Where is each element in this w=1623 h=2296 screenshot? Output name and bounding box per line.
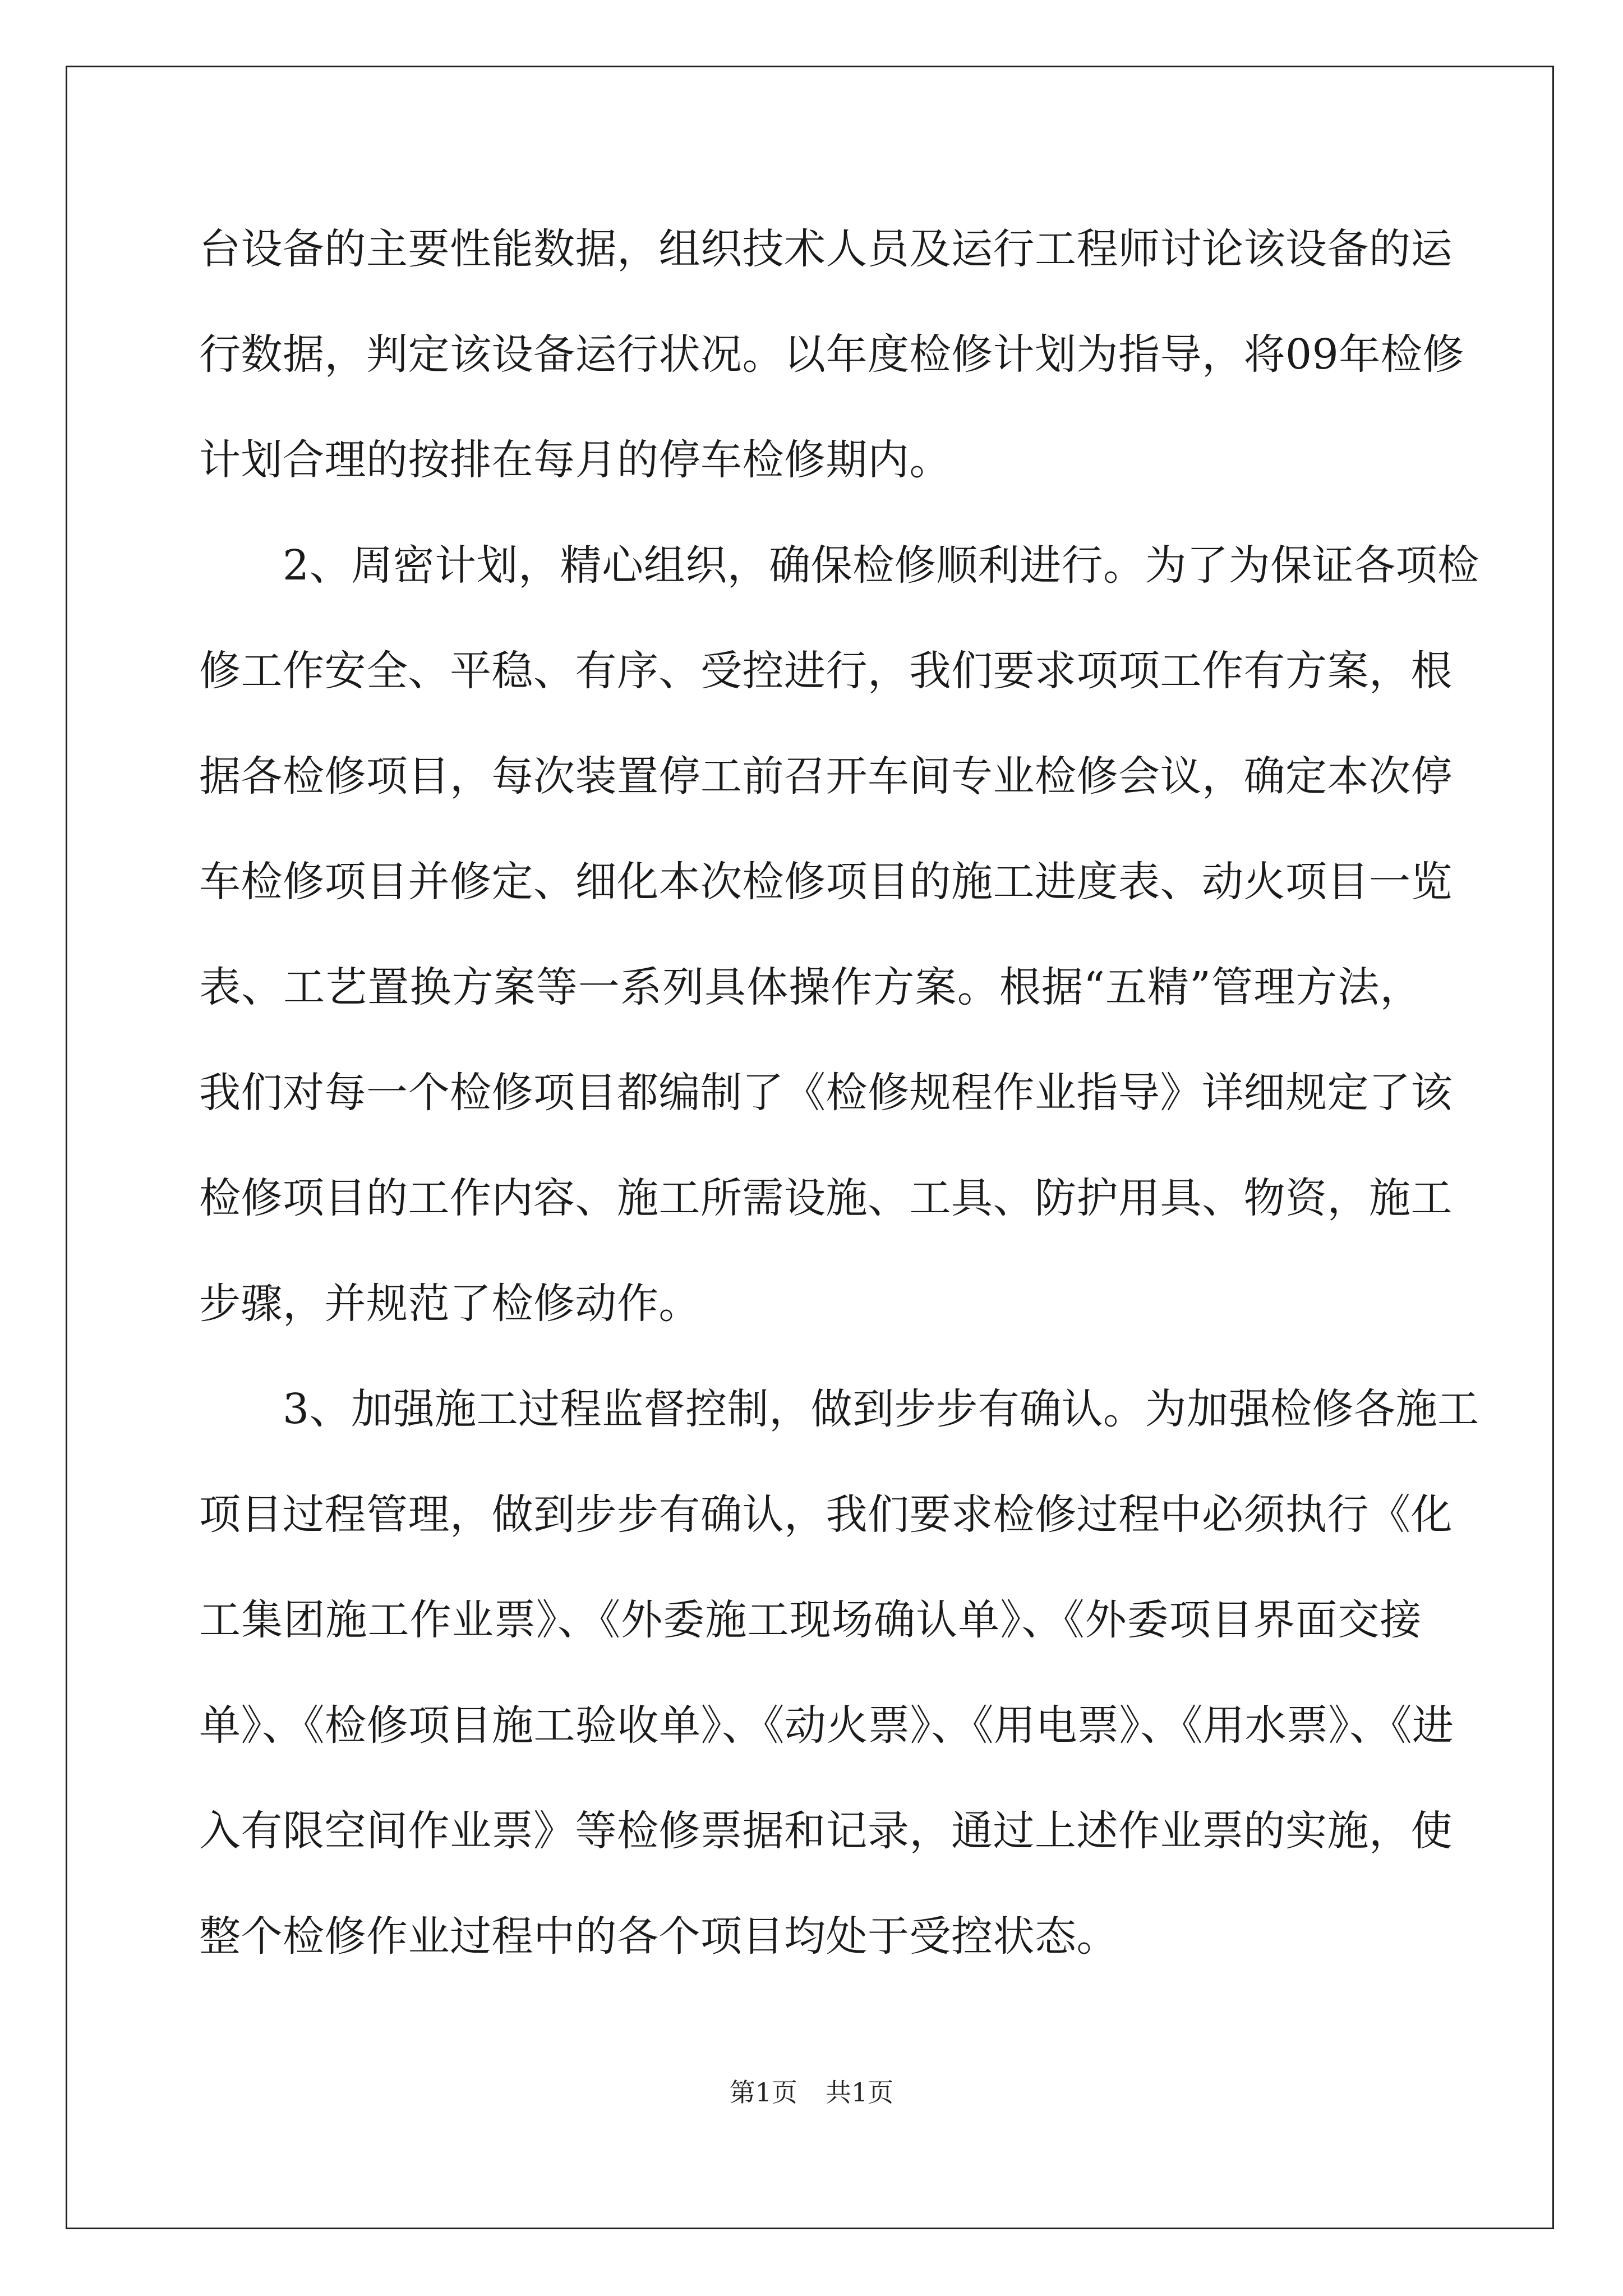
text-line: 表、工艺置换方案等一系列具体操作方案。根据“五精”管理方法，	[199, 963, 1422, 1011]
text-line: 步骤，并规范了检修动作。	[199, 1280, 700, 1328]
text-line: 入有限空间作业票》等检修票据和记录，通过上述作业票的实施，使	[199, 1807, 1453, 1855]
paragraph	[199, 196, 1464, 513]
text-line: 计划合理的按排在每月的停车检修期内。	[199, 436, 951, 484]
text-line: 项目过程管理，做到步步有确认，我们要求检修过程中必须执行《化	[199, 1490, 1453, 1539]
page-total: 共1页	[826, 2077, 894, 2108]
text-line: 整个检修作业过程中的各个项目均处于受控状态。	[199, 1912, 1118, 1961]
text-line: 工集团施工作业票》、《外委施工现场确认单》、《外委项目界面交接	[199, 1596, 1422, 1644]
text-line: 据各检修项目，每次装置停工前召开车间专业检修会议，确定本次停	[199, 752, 1453, 800]
paragraph	[199, 1356, 1479, 1989]
document-body	[199, 196, 1479, 1989]
text-line: 单》、《检修项目施工验收单》、《动火票》、《用电票》、《用水票》、《进	[199, 1701, 1454, 1750]
text-line: 我们对每一个检修项目都编制了《检修规程作业指导》详细规定了该	[199, 1069, 1453, 1117]
text-line: 行数据，判定该设备运行状况。以年度检修计划为指导，将09年检修	[199, 330, 1464, 379]
paragraph	[199, 513, 1479, 1356]
text-line: 台设备的主要性能数据，组织技术人员及运行工程师讨论该设备的运	[199, 225, 1453, 273]
text-line: 3、加强施工过程监督控制，做到步步有确认。为加强检修各施工	[199, 1385, 1479, 1433]
text-line: 车检修项目并修定、细化本次检修项目的施工进度表、动火项目一览	[199, 858, 1453, 906]
text-line: 修工作安全、平稳、有序、受控进行，我们要求项项工作有方案，根	[199, 647, 1453, 695]
page-footer	[0, 2076, 1623, 2109]
page-number: 第1页	[729, 2077, 797, 2108]
text-line: 检修项目的工作内容、施工所需设施、工具、防护用具、物资，施工	[199, 1174, 1453, 1222]
text-line: 2、周密计划，精心组织，确保检修顺利进行。为了为保证各项检	[199, 541, 1479, 590]
